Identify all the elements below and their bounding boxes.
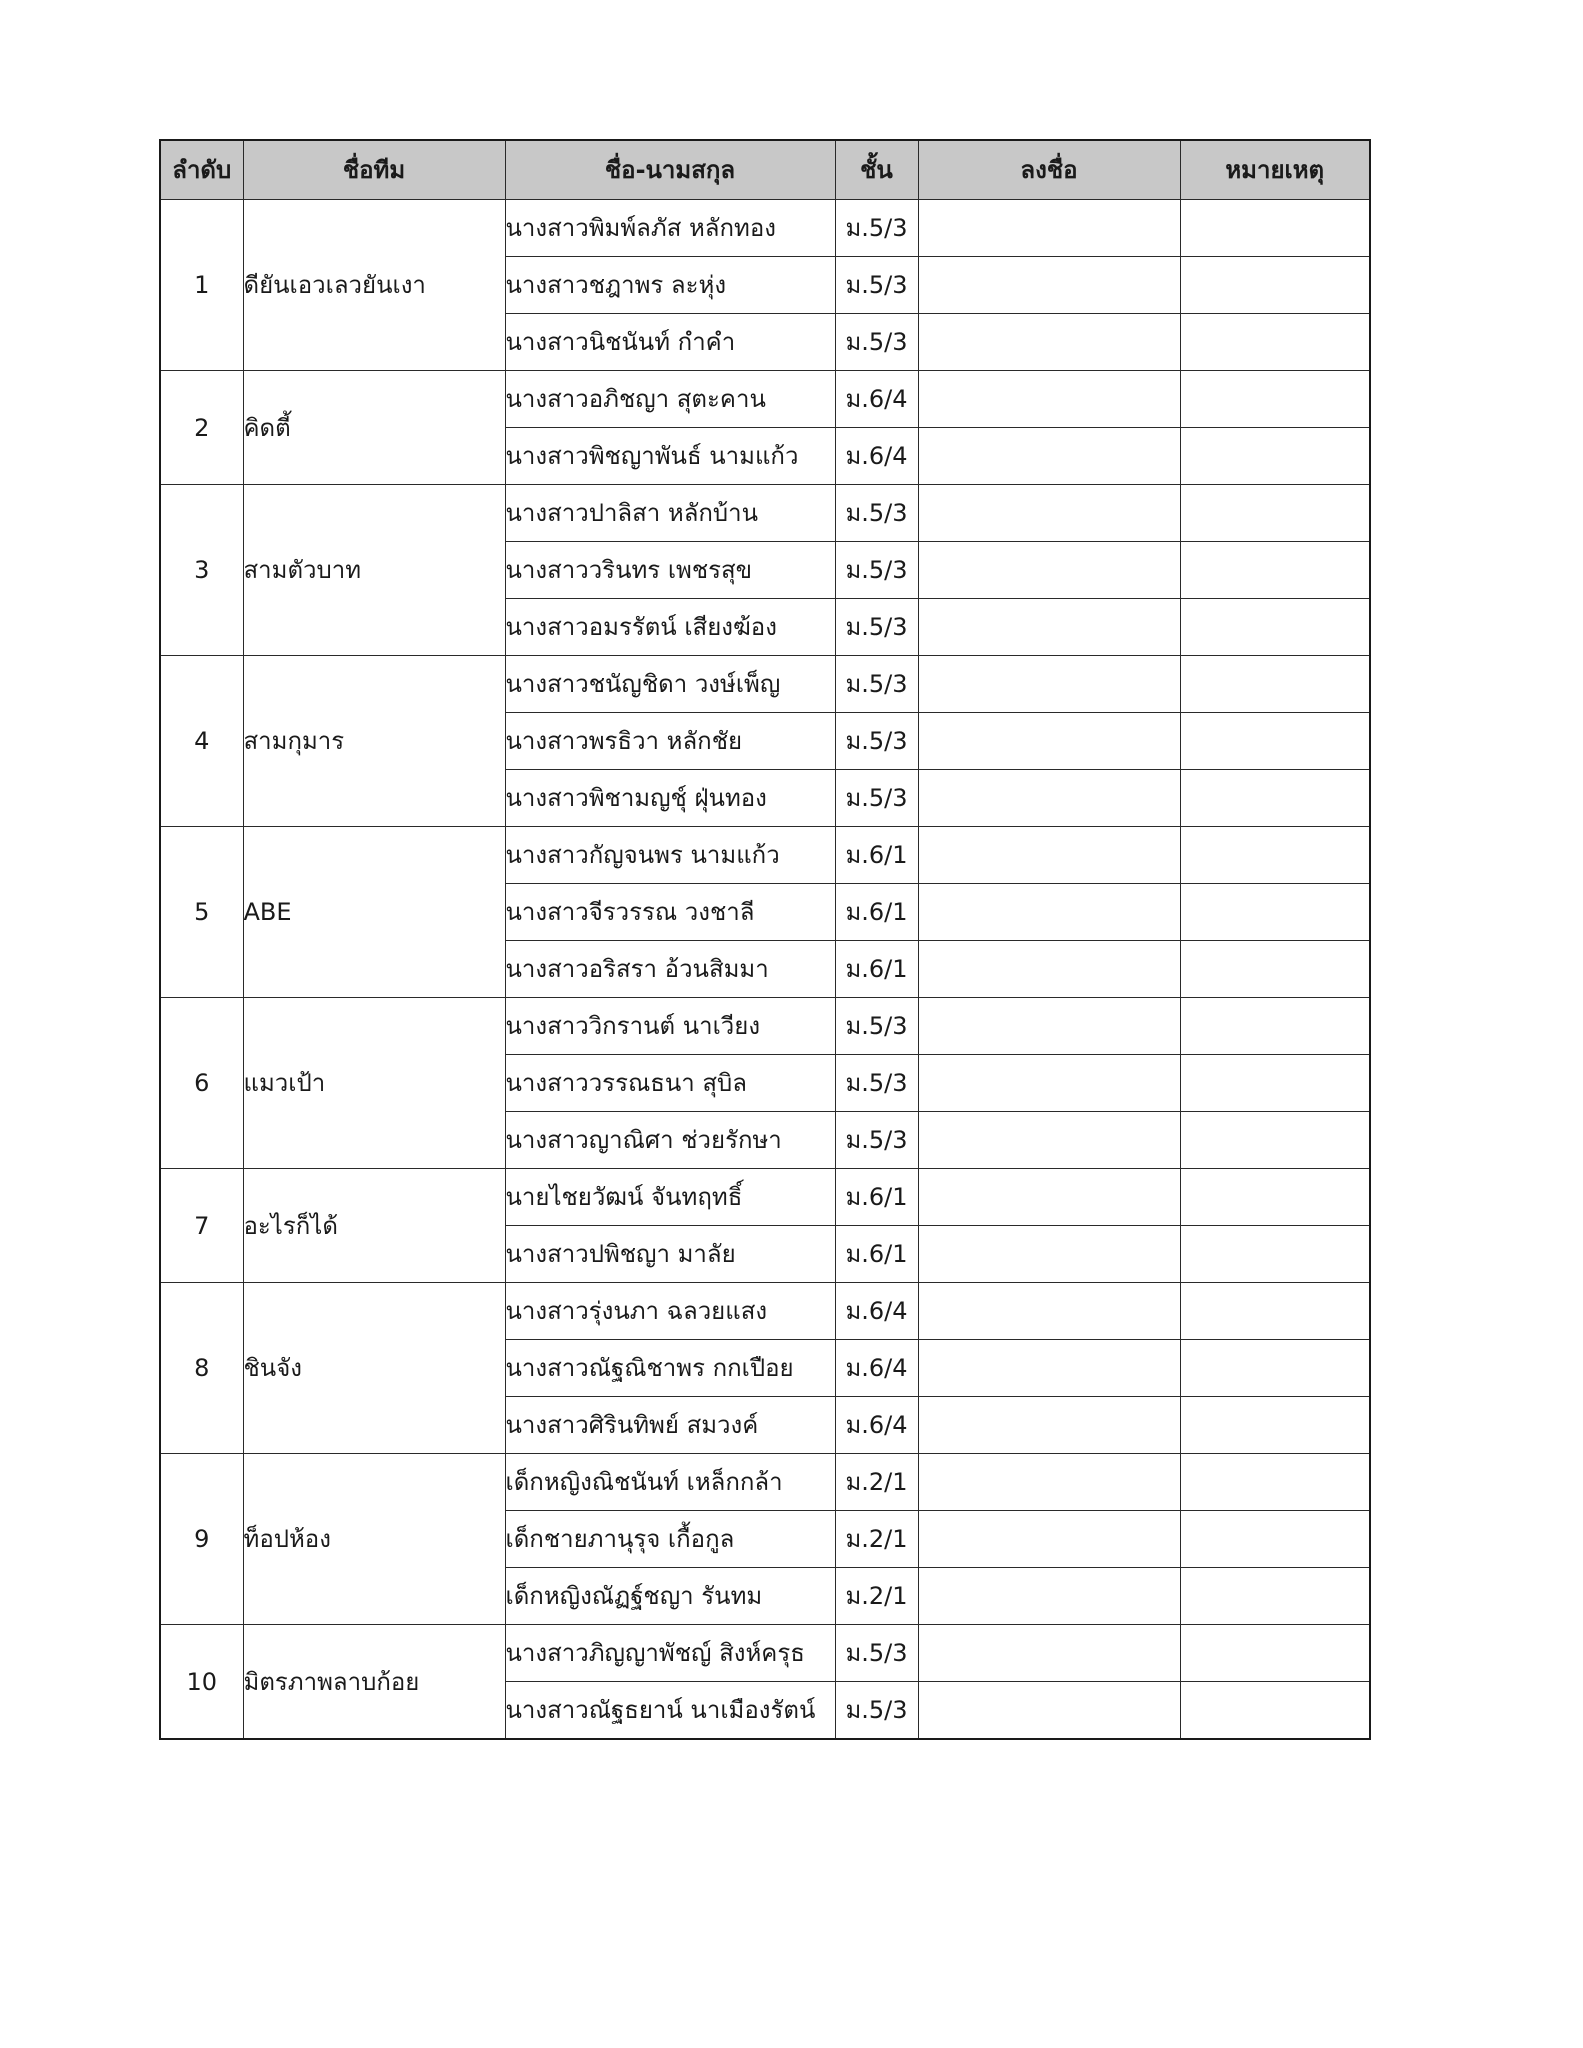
signature-cell	[918, 1055, 1180, 1112]
member-class-cell: ม.5/3	[835, 656, 918, 713]
table-row	[160, 656, 1370, 713]
header-remark: หมายเหตุ	[1180, 140, 1370, 200]
member-class-cell: ม.5/3	[835, 542, 918, 599]
table-row	[160, 1625, 1370, 1682]
table-row	[160, 1169, 1370, 1226]
member-class-cell: ม.6/4	[835, 1397, 918, 1454]
remark-cell	[1180, 1226, 1370, 1283]
signature-cell	[918, 884, 1180, 941]
member-class-cell: ม.6/4	[835, 1340, 918, 1397]
remark-cell	[1180, 1625, 1370, 1682]
remark-cell	[1180, 656, 1370, 713]
table-row	[160, 998, 1370, 1055]
member-name-cell: นางสาวกัญจนพร นามแก้ว	[505, 827, 835, 884]
member-name-cell: นางสาวชนัญชิดา วงษ์เพ็ญ	[505, 656, 835, 713]
remark-cell	[1180, 200, 1370, 257]
member-class-cell: ม.2/1	[835, 1454, 918, 1511]
remark-cell	[1180, 1112, 1370, 1169]
member-class-cell: ม.5/3	[835, 599, 918, 656]
table-row	[160, 1454, 1370, 1511]
signature-cell	[918, 827, 1180, 884]
remark-cell	[1180, 1283, 1370, 1340]
team-order-cell: 7	[160, 1169, 243, 1283]
member-class-cell: ม.6/1	[835, 827, 918, 884]
remark-cell	[1180, 770, 1370, 827]
remark-cell	[1180, 1682, 1370, 1740]
member-class-cell: ม.5/3	[835, 200, 918, 257]
remark-cell	[1180, 1340, 1370, 1397]
signature-cell	[918, 941, 1180, 998]
signature-cell	[918, 1112, 1180, 1169]
table-body	[160, 200, 1370, 1740]
member-class-cell: ม.6/1	[835, 1226, 918, 1283]
signature-cell	[918, 371, 1180, 428]
member-name-cell: นางสาวศิรินทิพย์ สมวงค์	[505, 1397, 835, 1454]
member-class-cell: ม.6/1	[835, 884, 918, 941]
header-row	[160, 140, 1370, 200]
member-name-cell: นางสาวอภิชญา สุตะคาน	[505, 371, 835, 428]
signature-cell	[918, 1511, 1180, 1568]
remark-cell	[1180, 941, 1370, 998]
header-class: ชั้น	[835, 140, 918, 200]
signature-cell	[918, 713, 1180, 770]
table-row	[160, 1283, 1370, 1340]
member-class-cell: ม.6/4	[835, 428, 918, 485]
remark-cell	[1180, 1454, 1370, 1511]
team-order-cell: 4	[160, 656, 243, 827]
team-name-cell: ABE	[243, 827, 505, 998]
remark-cell	[1180, 599, 1370, 656]
member-name-cell: นางสาวพรธิวา หลักชัย	[505, 713, 835, 770]
member-class-cell: ม.6/4	[835, 371, 918, 428]
member-name-cell: นางสาวพิชามญชุ์ ฝุ่นทอง	[505, 770, 835, 827]
team-name-cell: มิตรภาพลาบก้อย	[243, 1625, 505, 1740]
remark-cell	[1180, 257, 1370, 314]
member-name-cell: เด็กหญิงณิชนันท์ เหล็กกล้า	[505, 1454, 835, 1511]
team-roster-table	[159, 139, 1371, 1740]
member-name-cell: นางสาวณัฐธยาน์ นาเมืองรัตน์	[505, 1682, 835, 1740]
header-fullname: ชื่อ-นามสกุล	[505, 140, 835, 200]
member-class-cell: ม.5/3	[835, 998, 918, 1055]
remark-cell	[1180, 314, 1370, 371]
team-name-cell: สามตัวบาท	[243, 485, 505, 656]
signature-cell	[918, 1682, 1180, 1740]
signature-cell	[918, 542, 1180, 599]
team-order-cell: 6	[160, 998, 243, 1169]
member-class-cell: ม.5/3	[835, 1055, 918, 1112]
member-name-cell: นางสาวนิชนันท์ กำคำ	[505, 314, 835, 371]
member-class-cell: ม.6/1	[835, 1169, 918, 1226]
team-order-cell: 9	[160, 1454, 243, 1625]
member-name-cell: นางสาวญาณิศา ช่วยรักษา	[505, 1112, 835, 1169]
team-name-cell: คิดตี้	[243, 371, 505, 485]
remark-cell	[1180, 1397, 1370, 1454]
signature-cell	[918, 1226, 1180, 1283]
member-name-cell: เด็กชายภานุรุจ เกื้อกูล	[505, 1511, 835, 1568]
member-name-cell: นางสาวอริสรา อ้วนสิมมา	[505, 941, 835, 998]
team-order-cell: 5	[160, 827, 243, 998]
member-class-cell: ม.5/3	[835, 1625, 918, 1682]
signature-cell	[918, 257, 1180, 314]
signature-cell	[918, 1169, 1180, 1226]
member-class-cell: ม.6/4	[835, 1283, 918, 1340]
member-name-cell: นางสาววรินทร เพชรสุข	[505, 542, 835, 599]
member-name-cell: นางสาวรุ่งนภา ฉลวยแสง	[505, 1283, 835, 1340]
member-class-cell: ม.5/3	[835, 485, 918, 542]
member-name-cell: เด็กหญิงณัฏฐ์ชญา รันทม	[505, 1568, 835, 1625]
member-name-cell: นางสาวพิมพ์ลภัส หลักทอง	[505, 200, 835, 257]
member-name-cell: นางสาวปาลิสา หลักบ้าน	[505, 485, 835, 542]
signature-cell	[918, 1625, 1180, 1682]
team-name-cell: ชินจัง	[243, 1283, 505, 1454]
member-class-cell: ม.6/1	[835, 941, 918, 998]
remark-cell	[1180, 1568, 1370, 1625]
member-name-cell: นางสาวปพิชญา มาลัย	[505, 1226, 835, 1283]
signature-cell	[918, 599, 1180, 656]
signature-cell	[918, 1340, 1180, 1397]
team-order-cell: 10	[160, 1625, 243, 1740]
member-name-cell: นางสาวจีรวรรณ วงชาลี	[505, 884, 835, 941]
signature-cell	[918, 1568, 1180, 1625]
signature-cell	[918, 485, 1180, 542]
header-team: ชื่อทีม	[243, 140, 505, 200]
signature-cell	[918, 770, 1180, 827]
member-name-cell: นายไชยวัฒน์ จันทฤทธิ์	[505, 1169, 835, 1226]
table-row	[160, 485, 1370, 542]
header-signature: ลงชื่อ	[918, 140, 1180, 200]
member-class-cell: ม.5/3	[835, 713, 918, 770]
remark-cell	[1180, 884, 1370, 941]
member-class-cell: ม.5/3	[835, 257, 918, 314]
member-name-cell: นางสาววรรณธนา สุบิล	[505, 1055, 835, 1112]
team-order-cell: 2	[160, 371, 243, 485]
signature-cell	[918, 314, 1180, 371]
signature-cell	[918, 1397, 1180, 1454]
table-header	[160, 140, 1370, 200]
member-name-cell: นางสาวภิญญาพัชญ์ สิงห์ครุธ	[505, 1625, 835, 1682]
member-class-cell: ม.5/3	[835, 1682, 918, 1740]
remark-cell	[1180, 998, 1370, 1055]
table-row	[160, 200, 1370, 257]
team-name-cell: แมวเป้า	[243, 998, 505, 1169]
signature-cell	[918, 1454, 1180, 1511]
team-order-cell: 3	[160, 485, 243, 656]
member-class-cell: ม.2/1	[835, 1511, 918, 1568]
signature-cell	[918, 998, 1180, 1055]
member-name-cell: นางสาวอมรรัตน์ เสียงฆ้อง	[505, 599, 835, 656]
signature-cell	[918, 428, 1180, 485]
member-class-cell: ม.5/3	[835, 770, 918, 827]
table-row	[160, 827, 1370, 884]
remark-cell	[1180, 1169, 1370, 1226]
team-name-cell: สามกุมาร	[243, 656, 505, 827]
remark-cell	[1180, 1511, 1370, 1568]
team-order-cell: 8	[160, 1283, 243, 1454]
signature-cell	[918, 656, 1180, 713]
signature-cell	[918, 200, 1180, 257]
member-class-cell: ม.5/3	[835, 314, 918, 371]
member-name-cell: นางสาววิกรานต์ นาเวียง	[505, 998, 835, 1055]
member-class-cell: ม.2/1	[835, 1568, 918, 1625]
signature-cell	[918, 1283, 1180, 1340]
member-name-cell: นางสาวณัฐณิชาพร กกเปือย	[505, 1340, 835, 1397]
team-name-cell: ดียันเอวเลวยันเงา	[243, 200, 505, 371]
member-class-cell: ม.5/3	[835, 1112, 918, 1169]
remark-cell	[1180, 371, 1370, 428]
team-order-cell: 1	[160, 200, 243, 371]
team-name-cell: อะไรก็ได้	[243, 1169, 505, 1283]
table-row	[160, 371, 1370, 428]
remark-cell	[1180, 428, 1370, 485]
remark-cell	[1180, 485, 1370, 542]
team-name-cell: ท็อปห้อง	[243, 1454, 505, 1625]
remark-cell	[1180, 1055, 1370, 1112]
member-name-cell: นางสาวพิชญาพันธ์ นามแก้ว	[505, 428, 835, 485]
header-order: ลำดับ	[160, 140, 243, 200]
remark-cell	[1180, 827, 1370, 884]
member-name-cell: นางสาวชฎาพร ละหุ่ง	[505, 257, 835, 314]
remark-cell	[1180, 713, 1370, 770]
remark-cell	[1180, 542, 1370, 599]
